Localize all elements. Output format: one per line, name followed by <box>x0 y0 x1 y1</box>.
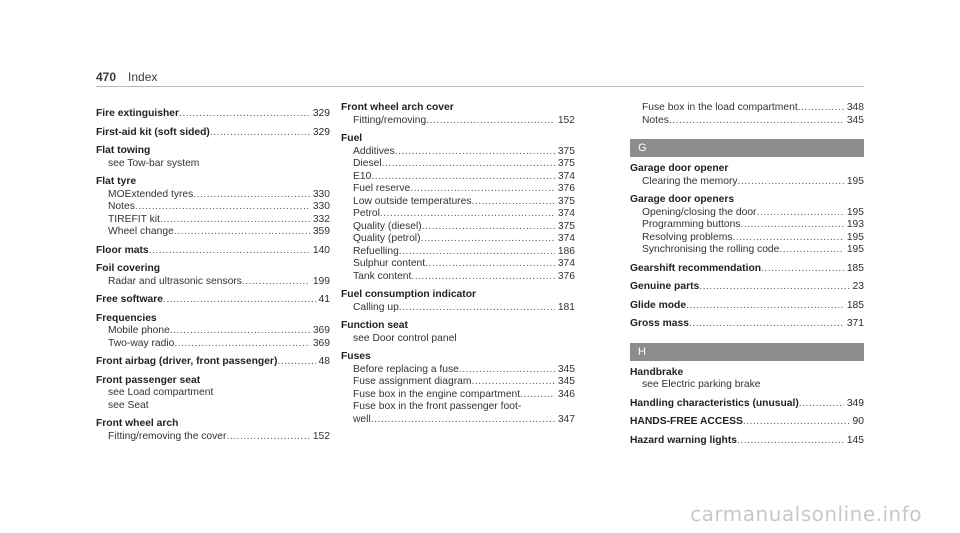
page-reference: 41 <box>318 294 330 305</box>
dot-leader <box>163 294 316 307</box>
index-term-handbrake: Handbrake <box>630 366 684 378</box>
sub-entries <box>96 387 330 412</box>
index-entry-free-software[interactable] <box>96 294 330 307</box>
page-reference: 152 <box>557 114 575 126</box>
sub-entry-two-way-radio[interactable] <box>108 338 330 351</box>
sub-entry-mobile-phone[interactable] <box>108 325 330 338</box>
dot-leader <box>689 318 844 331</box>
sub-entry-tank-content[interactable] <box>353 271 575 284</box>
page-reference: 375 <box>557 158 575 169</box>
page-reference: 347 <box>557 413 575 425</box>
letter-heading-g: G <box>630 139 864 157</box>
page-reference: 23 <box>852 281 864 292</box>
dot-leader <box>160 214 310 227</box>
dot-leader <box>471 376 554 389</box>
page-reference: 329 <box>312 126 330 138</box>
page-reference: 375 <box>557 195 575 207</box>
page-reference: 330 <box>312 188 330 200</box>
index-term: First-aid kit (soft sided) <box>96 126 210 138</box>
page-reference: 90 <box>852 416 864 427</box>
index-entry <box>630 102 864 127</box>
page-reference: 376 <box>557 270 575 282</box>
sub-entry-text: Before replacing a fuse <box>353 363 459 375</box>
page-reference: 349 <box>846 397 864 409</box>
sub-entry-text: Notes <box>108 201 135 212</box>
dot-leader <box>738 176 844 189</box>
sub-entries <box>630 379 864 392</box>
dot-leader <box>242 276 310 289</box>
sub-entry-notes[interactable] <box>642 115 864 128</box>
dot-leader <box>737 435 844 448</box>
letter-heading-h: H <box>630 343 864 361</box>
index-term: Handling characteristics (unusual) <box>630 397 799 409</box>
sub-entries <box>96 189 330 239</box>
index-entry <box>96 245 330 258</box>
sub-entry-text: Synchronising the rolling code <box>642 244 780 255</box>
index-term-fuel: Fuel <box>341 133 363 144</box>
sub-entry-text: Calling up <box>353 301 399 313</box>
sub-entries <box>341 333 575 346</box>
index-entry <box>96 176 330 239</box>
sub-entry-see-load-compartment[interactable]: see Load compartment <box>108 387 214 398</box>
page-reference: 348 <box>846 102 864 113</box>
sub-entry-text: TIREFIT kit <box>108 213 160 225</box>
dot-leader <box>174 226 310 239</box>
sub-entries <box>341 302 575 315</box>
sub-entries <box>96 431 330 444</box>
sub-entry-programming-buttons[interactable] <box>642 219 864 232</box>
index-entry <box>96 294 330 307</box>
sub-entry-text: Petrol <box>353 208 380 219</box>
index-entry <box>341 102 575 127</box>
index-entry-handling-characteristics-unusual[interactable] <box>630 398 864 411</box>
page-reference: 140 <box>312 244 330 256</box>
page-reference: 374 <box>557 208 575 219</box>
page-reference: 152 <box>312 430 330 442</box>
index-entry <box>96 418 330 443</box>
sub-entry-before-replacing-a-fuse[interactable] <box>353 364 575 377</box>
index-term-fuel-consumption-indicator: Fuel consumption indicator <box>341 289 477 300</box>
page-reference: 359 <box>312 226 330 237</box>
page-reference: 195 <box>846 231 864 243</box>
sub-entry-fuse-assignment-diagram[interactable] <box>353 376 575 389</box>
index-entry <box>630 367 864 392</box>
sub-entry-low-outside-temperatures[interactable] <box>353 196 575 209</box>
sub-entry-moextended-tyres[interactable] <box>108 189 330 202</box>
dot-leader <box>193 189 310 202</box>
dot-leader <box>399 246 555 259</box>
index-entry-front-airbag-driver-front-passenger[interactable] <box>96 356 330 369</box>
index-entry <box>630 416 864 429</box>
page-reference: 193 <box>846 219 864 230</box>
sub-entry-text: Refuelling <box>353 245 399 257</box>
sub-entry-refuelling[interactable] <box>353 246 575 259</box>
dot-leader <box>411 271 554 284</box>
dot-leader <box>425 258 555 271</box>
page-reference: 369 <box>312 337 330 349</box>
sub-entries <box>341 115 575 128</box>
index-term-front-wheel-arch: Front wheel arch <box>96 418 179 429</box>
index-term: Front airbag (driver, front passenger) <box>96 356 278 367</box>
dot-leader <box>799 398 844 411</box>
sub-entry-see-tow-bar-system[interactable]: see Tow-bar system <box>108 157 200 169</box>
index-entry-genuine-parts[interactable] <box>630 281 864 294</box>
page-reference: 332 <box>312 213 330 225</box>
sub-entry-text: Fuel reserve <box>353 183 411 194</box>
dot-leader <box>520 389 555 402</box>
sub-entry-text: Fitting/removing the cover <box>108 430 227 442</box>
sub-entry-text: Resolving problems <box>642 231 733 243</box>
index-term-garage-door-openers: Garage door openers <box>630 194 735 205</box>
sub-entry-text: Fuse box in the engine compartment <box>353 388 521 400</box>
dot-leader <box>732 232 843 245</box>
sub-entries <box>630 207 864 257</box>
sub-entry-clearing-the-memory[interactable] <box>642 176 864 189</box>
dot-leader <box>686 300 844 313</box>
page-reference: 345 <box>846 114 864 126</box>
index-entry <box>630 300 864 313</box>
dot-leader <box>798 102 844 115</box>
section-title: Index <box>128 70 158 84</box>
index-term: Fire extinguisher <box>96 108 179 119</box>
sub-entry-see-door-control-panel[interactable]: see Door control panel <box>353 332 457 344</box>
index-entry-floor-mats[interactable] <box>96 245 330 258</box>
sub-entry-see-seat[interactable]: see Seat <box>108 399 149 411</box>
sub-entry-resolving-problems[interactable] <box>642 232 864 245</box>
index-term-flat-tyre: Flat tyre <box>96 176 137 187</box>
index-term-fuses: Fuses <box>341 351 371 362</box>
sub-entry-wheel-change[interactable] <box>108 226 330 239</box>
sub-entry-additives[interactable] <box>353 146 575 159</box>
index-entry <box>630 398 864 411</box>
page-reference: 375 <box>557 220 575 232</box>
sub-entry-text: Tank content <box>353 270 412 282</box>
page-reference: 374 <box>557 233 575 244</box>
sub-entry-synchronising-the-rolling-code[interactable] <box>642 244 864 257</box>
sub-entry-fitting-removing[interactable] <box>353 115 575 128</box>
index-entry <box>96 108 330 121</box>
dot-leader <box>399 302 555 315</box>
sub-entry-opening-closing-the-door[interactable] <box>642 207 864 220</box>
index-term: Floor mats <box>96 244 149 256</box>
dot-leader <box>382 158 555 171</box>
index-column-1 <box>96 102 330 443</box>
page-number: 470 <box>96 70 117 84</box>
sub-entry-quality-diesel[interactable] <box>353 221 575 234</box>
index-term: Free software <box>96 294 163 305</box>
dot-leader <box>779 244 843 257</box>
index-entry-fire-extinguisher[interactable] <box>96 108 330 121</box>
dot-leader <box>170 325 310 338</box>
sub-entry-text: Quality (diesel) <box>353 220 422 232</box>
sub-entries <box>630 102 864 127</box>
page-reference: 374 <box>557 258 575 269</box>
index-entry <box>341 289 575 314</box>
page-reference: 186 <box>557 245 575 257</box>
sub-entry-fuse-box-in-the-front-passenger-foot[interactable]: Fuse box in the front passenger foot- <box>353 401 522 412</box>
page-reference: 346 <box>557 388 575 400</box>
dot-leader <box>421 233 555 246</box>
sub-entry-text: Fitting/removing <box>353 114 427 126</box>
sub-entry-fuel-reserve[interactable] <box>353 183 575 196</box>
sub-entry-text: Diesel <box>353 158 382 169</box>
index-term-frequencies: Frequencies <box>96 312 157 324</box>
sub-entry-text: Programming buttons <box>642 219 741 230</box>
sub-entry-text: Wheel change <box>108 226 174 237</box>
page-reference: 195 <box>846 206 864 218</box>
sub-entry-text: Quality (petrol) <box>353 233 421 244</box>
index-term-flat-towing: Flat towing <box>96 145 151 156</box>
dot-leader <box>395 146 555 159</box>
sub-entries <box>96 158 330 171</box>
sub-entries <box>341 146 575 284</box>
sub-entry-fuse-box-in-the-load-compartment[interactable] <box>642 102 864 115</box>
index-term-garage-door-opener: Garage door opener <box>630 163 729 174</box>
dot-leader <box>371 171 554 184</box>
index-term-front-passenger-seat: Front passenger seat <box>96 374 201 386</box>
dot-leader <box>371 414 555 427</box>
page-reference: 371 <box>846 318 864 329</box>
index-term-function-seat: Function seat <box>341 320 408 331</box>
dot-leader <box>226 431 309 444</box>
sub-entry-notes[interactable] <box>108 201 330 214</box>
page-reference: 330 <box>312 201 330 212</box>
page-reference: 374 <box>557 170 575 182</box>
sub-entry-see-electric-parking-brake[interactable]: see Electric parking brake <box>642 379 761 390</box>
index-entry <box>96 375 330 413</box>
dot-leader <box>179 108 310 121</box>
sub-entry-tirefit-kit[interactable] <box>108 214 330 227</box>
page-reference: 345 <box>557 363 575 375</box>
index-entry-gearshift-recommendation[interactable] <box>630 263 864 276</box>
sub-entry-text: Sulphur content <box>353 258 426 269</box>
page-reference: 199 <box>312 275 330 287</box>
index-entry <box>630 163 864 188</box>
dot-leader <box>699 281 849 294</box>
dot-leader <box>761 263 844 276</box>
index-entry <box>341 351 575 426</box>
index-term: Gross mass <box>630 318 689 329</box>
index-entry-glide-mode[interactable] <box>630 300 864 313</box>
sub-entry-e10[interactable] <box>353 171 575 184</box>
sub-entry-quality-petrol[interactable] <box>353 233 575 246</box>
sub-entry-text: Two-way radio <box>108 337 175 349</box>
page-reference: 369 <box>312 325 330 336</box>
page-reference: 345 <box>557 376 575 387</box>
sub-entry-text: well <box>353 413 371 425</box>
page-reference: 185 <box>846 299 864 311</box>
page-reference: 145 <box>846 434 864 446</box>
sub-entries <box>96 276 330 289</box>
sub-entry-well[interactable] <box>353 414 575 427</box>
dot-leader <box>426 115 555 128</box>
index-term-front-wheel-arch-cover: Front wheel arch cover <box>341 102 454 113</box>
dot-leader <box>422 221 555 234</box>
dot-leader <box>210 127 310 140</box>
sub-entries <box>341 364 575 427</box>
page-reference: 376 <box>557 183 575 194</box>
dot-leader <box>410 183 555 196</box>
page-reference: 185 <box>846 262 864 274</box>
index-entry <box>96 127 330 140</box>
sub-entry-text: Fuse box in the load compartment <box>642 102 798 113</box>
index-column-2 <box>341 102 575 426</box>
sub-entry-text: Notes <box>642 114 669 126</box>
index-entry-hands-free-access[interactable] <box>630 416 864 429</box>
sub-entry-sulphur-content[interactable] <box>353 258 575 271</box>
dot-leader <box>174 338 309 351</box>
dot-leader <box>149 245 310 258</box>
sub-entry-text: Mobile phone <box>108 325 170 336</box>
page-reference: 181 <box>557 301 575 313</box>
sub-entry-text: Fuse assignment diagram <box>353 376 472 387</box>
dot-leader <box>669 115 844 128</box>
dot-leader <box>743 416 850 429</box>
page-reference: 195 <box>846 175 864 187</box>
watermark-text: carmanualsonline.info <box>690 502 922 526</box>
sub-entry-fuse-box-in-the-engine-compartment[interactable] <box>353 389 575 402</box>
page-header <box>96 70 864 87</box>
sub-entry-text: Radar and ultrasonic sensors <box>108 275 242 287</box>
page-reference: 329 <box>312 108 330 119</box>
page-reference: 195 <box>846 244 864 255</box>
sub-entry-fitting-removing-the-cover[interactable] <box>108 431 330 444</box>
index-entry <box>341 320 575 345</box>
index-entry <box>96 145 330 170</box>
index-term: Genuine parts <box>630 281 700 292</box>
index-term-foil-covering: Foil covering <box>96 263 161 274</box>
index-column-3 <box>630 102 864 447</box>
dot-leader <box>135 201 310 214</box>
sub-entry-radar-and-ultrasonic-sensors[interactable] <box>108 276 330 289</box>
dot-leader <box>380 208 555 221</box>
sub-entry-text: Clearing the memory <box>642 175 738 187</box>
sub-entry-text: E10 <box>353 170 372 182</box>
dot-leader <box>757 207 844 220</box>
sub-entry-text: MOExtended tyres <box>108 188 194 200</box>
index-entry <box>630 435 864 448</box>
dot-leader <box>740 219 843 232</box>
index-entry <box>96 313 330 351</box>
sub-entry-petrol[interactable] <box>353 208 575 221</box>
index-entry <box>630 318 864 331</box>
index-entry-hazard-warning-lights[interactable] <box>630 435 864 448</box>
index-entry <box>96 263 330 288</box>
dot-leader <box>471 196 554 209</box>
sub-entry-text: Opening/closing the door <box>642 206 757 218</box>
index-entry <box>341 133 575 283</box>
page-reference: 48 <box>318 356 330 367</box>
index-term: Hazard warning lights <box>630 434 737 446</box>
index-entry <box>96 356 330 369</box>
sub-entries <box>630 176 864 189</box>
sub-entry-calling-up[interactable] <box>353 302 575 315</box>
dot-leader <box>459 364 555 377</box>
index-term: Gearshift recommendation <box>630 262 762 274</box>
sub-entry-diesel[interactable] <box>353 158 575 171</box>
index-entry <box>630 194 864 257</box>
index-entry-gross-mass[interactable] <box>630 318 864 331</box>
sub-entry-text: Low outside temperatures <box>353 195 472 207</box>
sub-entries <box>96 325 330 350</box>
page-reference: 375 <box>557 145 575 157</box>
index-entry <box>630 281 864 294</box>
index-entry <box>630 263 864 276</box>
index-entry-first-aid-kit-soft-sided[interactable] <box>96 127 330 140</box>
sub-entry-text: Additives <box>353 145 395 157</box>
index-term: HANDS-FREE ACCESS <box>630 416 743 427</box>
index-term: Glide mode <box>630 299 687 311</box>
dot-leader <box>277 356 315 369</box>
